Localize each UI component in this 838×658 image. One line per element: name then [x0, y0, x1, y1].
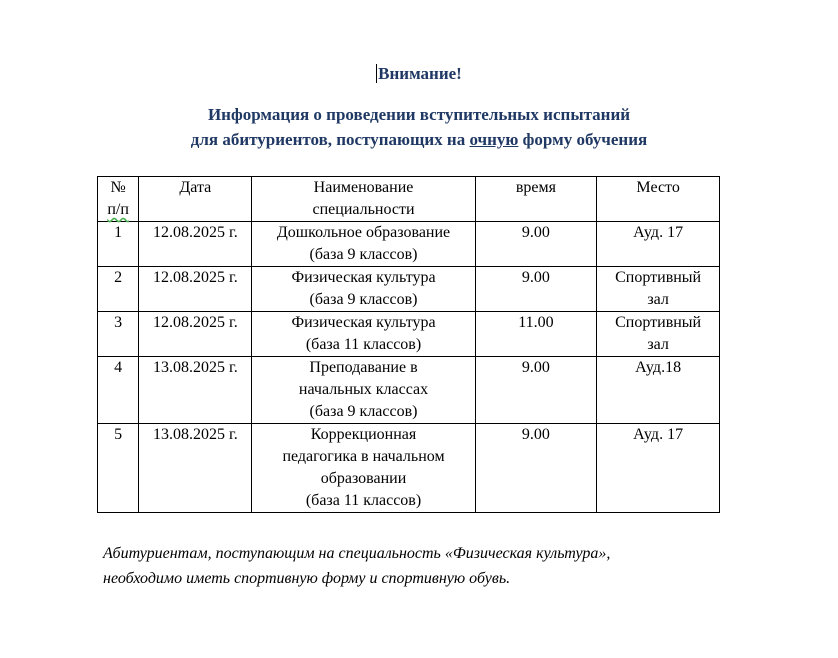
header-spec-line-1: Наименование	[313, 179, 414, 196]
row-num: 5	[98, 424, 139, 513]
row-place-line: Ауд. 17	[633, 426, 684, 443]
row-date: 12.08.2025 г.	[139, 267, 252, 312]
heading-line-1: Информация о проведении вступительных испытаний	[207, 105, 631, 124]
row-spec	[252, 357, 475, 424]
row-date: 12.08.2025 г.	[139, 222, 252, 267]
row-place-line: Спортивный	[615, 269, 702, 286]
row-place	[597, 222, 720, 267]
row-time: 9.00	[475, 222, 597, 267]
header-spec	[252, 177, 475, 222]
footnote-line-2: необходимо иметь спортивную форму и спортивную обувь.	[103, 570, 511, 587]
document-heading	[0, 102, 838, 152]
row-time: 9.00	[475, 424, 597, 513]
row-time: 9.00	[475, 357, 597, 424]
table-row	[98, 267, 720, 312]
row-spec	[252, 424, 475, 513]
row-place-line: Спортивный	[615, 314, 702, 331]
row-place	[597, 424, 720, 513]
header-spec-line-2: специальности	[312, 201, 415, 218]
row-spec	[252, 312, 475, 357]
row-spec-line: (база 11 классов)	[305, 492, 422, 509]
row-spec	[252, 267, 475, 312]
attention-text: Внимание!	[378, 64, 462, 83]
table-header-row	[98, 177, 720, 222]
row-place-line: зал	[647, 291, 669, 308]
row-spec-line: (база 9 классов)	[309, 246, 418, 263]
row-spec-line: (база 11 классов)	[305, 336, 422, 353]
header-place: Место	[597, 177, 720, 222]
attention-title	[0, 64, 838, 84]
header-num	[98, 177, 139, 222]
row-num: 1	[98, 222, 139, 267]
table-row	[98, 424, 720, 513]
row-num: 2	[98, 267, 139, 312]
row-place-line: Ауд.18	[635, 359, 682, 376]
header-num-line-1: №	[110, 179, 126, 196]
row-place	[597, 267, 720, 312]
row-num: 3	[98, 312, 139, 357]
row-spec-line: начальных классах	[298, 381, 429, 398]
heading-line-2	[0, 127, 838, 152]
text-cursor	[376, 64, 377, 83]
footnote	[103, 541, 803, 591]
row-date: 13.08.2025 г.	[139, 357, 252, 424]
row-place	[597, 312, 720, 357]
table-row	[98, 357, 720, 424]
table-row	[98, 312, 720, 357]
row-spec-line: образовании	[320, 470, 407, 487]
heading-line-2-start: для абитуриентов, поступающих на	[190, 130, 470, 149]
row-spec-line: Дошкольное образование	[276, 224, 451, 241]
heading-underlined-word: очную	[469, 130, 519, 149]
heading-line-2-end: форму обучения	[518, 130, 648, 149]
row-date: 13.08.2025 г.	[139, 424, 252, 513]
row-spec-line: (база 9 классов)	[309, 403, 418, 420]
row-date: 12.08.2025 г.	[139, 312, 252, 357]
row-time: 9.00	[475, 267, 597, 312]
table-row	[98, 222, 720, 267]
row-spec-line: (база 9 классов)	[309, 291, 418, 308]
row-place	[597, 357, 720, 424]
row-spec-line: Физическая культура	[291, 269, 436, 286]
row-spec-line: Преподавание в	[309, 359, 418, 376]
header-num-line-2	[101, 199, 135, 221]
row-spec	[252, 222, 475, 267]
row-spec-line: педагогика в начальном	[282, 448, 445, 465]
row-time: 11.00	[475, 312, 597, 357]
header-time: время	[475, 177, 597, 222]
header-num-line-2-text: п/п	[107, 201, 129, 218]
exam-schedule-table	[97, 176, 720, 513]
row-spec-line: Физическая культура	[291, 314, 436, 331]
footnote-line-1: Абитуриентам, поступающим на специальность «Физическая культура»,	[103, 545, 611, 562]
row-place-line: Ауд. 17	[633, 224, 684, 241]
row-spec-line: Коррекционная	[310, 426, 417, 443]
header-date: Дата	[139, 177, 252, 222]
row-place-line: зал	[647, 336, 669, 353]
row-num: 4	[98, 357, 139, 424]
